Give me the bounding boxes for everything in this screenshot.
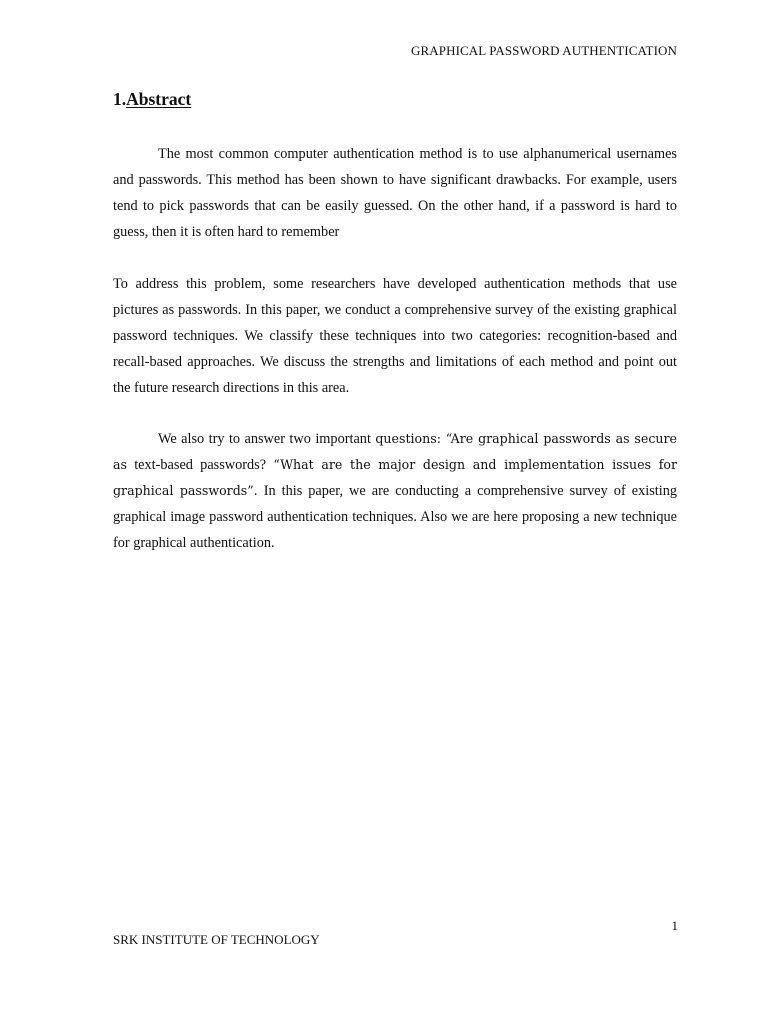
abstract-paragraph-2: To address this problem, some researchers have developed authentication methods that use pictures as passwords. In this paper, we conduct a comprehensive survey of the existing graphical password techniques. We classify these techniques into two categories: recognition-based and recall-based approaches. We discuss the strengths and limitations of each method and point out the future research directions in this area. (113, 276, 677, 397)
paragraph-3-text-based: text-based passwords? (126, 457, 274, 474)
paragraph-3-second-question: “What are the major design and implementation issues for graphical passwords”. (113, 457, 677, 499)
section-number: 1. (113, 89, 127, 109)
section-title: Abstract (126, 89, 192, 109)
paragraph-3-rest: In this paper, we are conducting a comprehensive survey of existing graphical image password authentication techniques. Also we are here proposing a new technique for graphical authentication. (113, 483, 677, 552)
paragraph-3-lead: We also try to answer two important (158, 431, 376, 447)
abstract-paragraph-3 (113, 426, 677, 556)
running-footer: SRK INSTITUTE OF TECHNOLOGY (113, 932, 320, 947)
paragraph-3-first-question: questions: “Are graphical passwords as secure as (113, 431, 677, 473)
abstract-paragraph-1: The most common computer authentication method is to use alphanumerical usernames and passwords. This method has been shown to have significant drawbacks. For example, users tend to pick passwords that can be easily guessed. On the other hand, if a password is hard to guess, then it is often hard to remember (113, 146, 677, 241)
page-number: 1 (671, 918, 678, 933)
section-heading (113, 89, 191, 110)
running-header: GRAPHICAL PASSWORD AUTHENTICATION (411, 43, 677, 58)
